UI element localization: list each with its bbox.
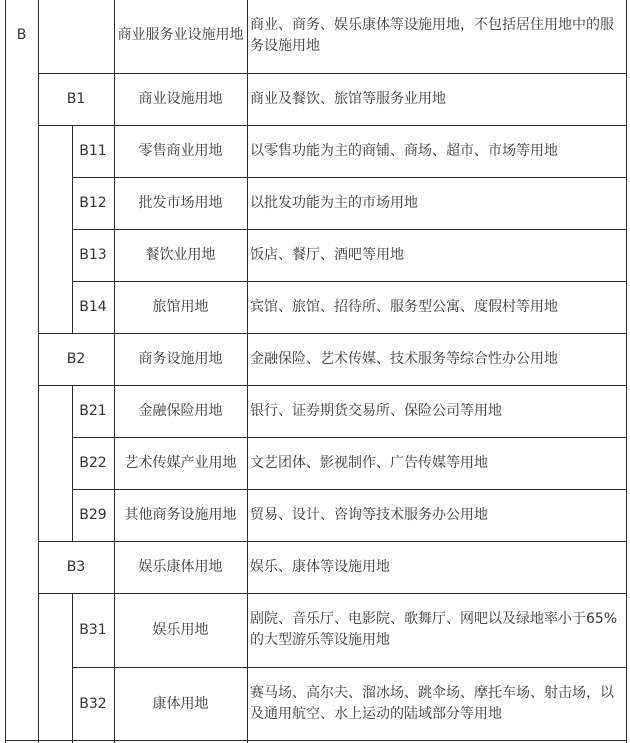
minor-code-cell: B14 (79, 298, 107, 315)
row-divider (72, 281, 627, 282)
major-name-cell: 商业服务业设施用地 (117, 27, 244, 43)
row-divider (72, 667, 627, 668)
row-divider (72, 177, 627, 178)
column-divider (114, 0, 115, 743)
minor-code-cell: B29 (79, 506, 107, 523)
minor-name-cell: 艺术传媒产业用地 (124, 454, 237, 471)
minor-name-cell: 康体用地 (152, 695, 209, 712)
table-row-B21 (5, 385, 627, 437)
minor-code-cell: B31 (79, 621, 107, 638)
minor-code-cell: B13 (79, 246, 107, 263)
minor-code-cell: B21 (79, 402, 107, 419)
row-divider (38, 333, 627, 334)
table-row-B2 (5, 333, 627, 385)
table-row-B32 (5, 667, 627, 741)
minor-name-cell: 餐饮业用地 (145, 246, 216, 263)
minor-name-cell: 其他商务设施用地 (124, 506, 237, 523)
mid-desc-cell: 金融保险、艺术传媒、技术服务等综合性办公用地 (250, 350, 558, 367)
row-divider (38, 541, 627, 542)
table-border-bottom (5, 740, 627, 741)
row-divider (72, 437, 627, 438)
table-row-B11 (5, 125, 627, 177)
column-divider (38, 0, 39, 743)
minor-code-cell: B11 (79, 142, 107, 159)
column-divider (72, 593, 73, 743)
mid-name-cell: 商业设施用地 (138, 90, 223, 107)
row-divider (38, 593, 627, 594)
column-divider (247, 0, 248, 743)
row-divider (38, 385, 627, 386)
row-divider (38, 73, 627, 74)
major-desc-cell: 商业、商务、娱乐康体等设施用地，不包括居住用地中的服务设施用地 (250, 16, 614, 54)
table-border-left (5, 0, 6, 743)
minor-desc-cell: 银行、证券期货交易所、保险公司等用地 (250, 402, 502, 419)
minor-desc-cell: 以批发功能为主的市场用地 (250, 194, 418, 211)
column-divider (72, 385, 73, 541)
minor-name-cell: 娱乐用地 (152, 621, 209, 638)
mid-code-cell: B1 (66, 90, 86, 107)
major-code-cell: B (16, 27, 27, 43)
minor-name-cell: 金融保险用地 (138, 402, 223, 419)
minor-desc-cell: 以零售功能为主的商铺、商场、超市、市场等用地 (250, 142, 558, 159)
minor-desc-cell: 贸易、设计、咨询等技术服务办公用地 (250, 506, 488, 523)
mid-name-cell: 商务设施用地 (138, 350, 223, 367)
mid-desc-cell: 娱乐、康体等设施用地 (250, 558, 390, 575)
minor-name-cell: 零售商业用地 (138, 142, 223, 159)
mid-code-cell: B2 (66, 350, 86, 367)
minor-name-cell: 批发市场用地 (138, 194, 223, 211)
table-row-B (5, 0, 627, 73)
minor-desc-cell: 饭店、餐厅、酒吧等用地 (250, 246, 404, 263)
row-divider (38, 125, 627, 126)
table-row-B14 (5, 281, 627, 333)
minor-desc-cell: 文艺团体、影视制作、广告传媒等用地 (250, 454, 488, 471)
minor-code-cell: B12 (79, 194, 107, 211)
mid-name-cell: 娱乐康体用地 (138, 558, 223, 575)
minor-code-cell: B22 (79, 454, 107, 471)
minor-desc-cell: 剧院、音乐厅、电影院、歌舞厅、网吧以及绿地率小于65%的大型游乐等设施用地 (250, 611, 618, 648)
minor-code-cell: B32 (79, 695, 107, 712)
table-row-B13 (5, 229, 627, 281)
minor-name-cell: 旅馆用地 (152, 298, 209, 315)
table-row-B22 (5, 437, 627, 489)
table-row-B3 (5, 541, 627, 593)
table-border-right (626, 0, 627, 743)
mid-desc-cell: 商业及餐饮、旅馆等服务业用地 (250, 90, 446, 107)
row-divider (72, 489, 627, 490)
mid-code-cell: B3 (66, 558, 86, 575)
table-row-B1 (5, 73, 627, 125)
table-row-B12 (5, 177, 627, 229)
minor-desc-cell: 宾馆、旅馆、招待所、服务型公寓、度假村等用地 (250, 298, 558, 315)
row-divider (72, 229, 627, 230)
table-row-B31 (5, 593, 627, 667)
table-row-B29 (5, 489, 627, 541)
minor-desc-cell: 赛马场、高尔夫、溜冰场、跳伞场、摩托车场、射击场，以及通用航空、水上运动的陆域部分等用地 (250, 685, 614, 722)
